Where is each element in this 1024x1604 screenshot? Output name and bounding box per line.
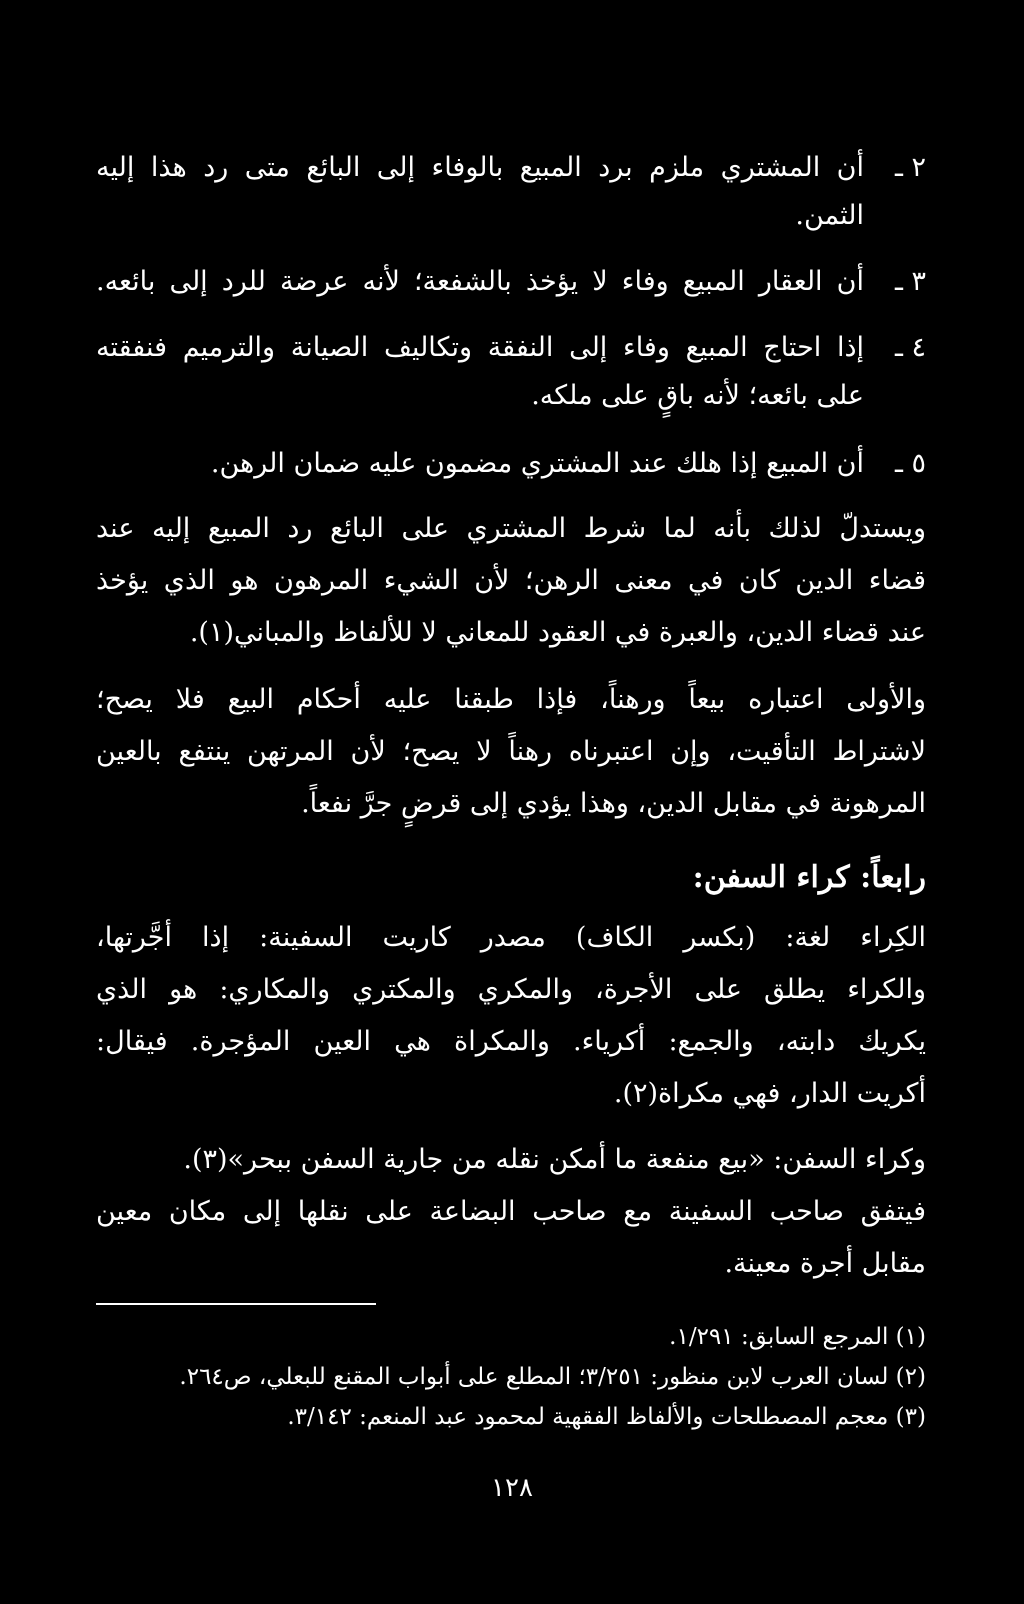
footnote: (٢) لسان العرب لابن منظور: ٣/٢٥١؛ المطلع على أبواب المقنع للبعلي، ص٢٦٤. [179, 1364, 926, 1390]
item-line: على بائعه؛ لأنه باقٍ على ملكه. [531, 380, 864, 411]
footnote: (٣) معجم المصطلحات والألفاظ الفقهية لمحمود عبد المنعم: ٣/١٤٢. [287, 1404, 926, 1430]
paragraph-line: والأولى اعتباره بيعاً ورهناً، فإذا طبقنا عليه أحكام البيع فلا يصح؛ [96, 684, 926, 715]
item-line: إذا احتاج المبيع وفاء إلى النفقة وتكاليف الصيانة والترميم فنفقته [96, 332, 864, 363]
paragraph-line: أكريت الدار، فهي مكراة(٢). [613, 1078, 926, 1109]
item-number: ٣ ـ [894, 266, 926, 297]
paragraph-line: قضاء الدين كان في معنى الرهن؛ لأن الشيء المرهون هو الذي يؤخذ [96, 565, 926, 596]
paragraph-line: والكراء يطلق على الأجرة، والمكري والمكتري والمكاري: هو الذي [96, 974, 926, 1005]
paragraph-line: فيتفق صاحب السفينة مع صاحب البضاعة على نقلها إلى مكان معين [96, 1196, 926, 1227]
item-number: ٥ ـ [894, 448, 926, 479]
item-line: أن المشتري ملزم برد المبيع بالوفاء إلى البائع متى رد هذا إليه [96, 152, 864, 183]
footnote-divider [96, 1303, 376, 1305]
section-heading: رابعاً: كراء السفن: [692, 860, 926, 895]
item-number: ٤ ـ [894, 332, 926, 363]
paragraph-line: ويستدلّ لذلك بأنه لما شرط المشتري على البائع رد المبيع إليه عند [96, 513, 926, 544]
paragraph-line: المرهونة في مقابل الدين، وهذا يؤدي إلى قرضٍ جرَّ نفعاً. [301, 788, 926, 819]
item-line: أن العقار المبيع وفاء لا يؤخذ بالشفعة؛ لأنه عرضة للرد إلى بائعه. [96, 266, 864, 297]
item-line: أن المبيع إذا هلك عند المشتري مضمون عليه ضمان الرهن. [210, 448, 864, 479]
paragraph-line: الكِراء لغة: (بكسر الكاف) مصدر كاريت السفينة: إذا أجَّرتها، [96, 922, 926, 953]
paragraph-line: مقابل أجرة معينة. [724, 1248, 926, 1279]
paragraph-line: وكراء السفن: «بيع منفعة ما أمكن نقله من جارية السفن ببحر»(٣). [183, 1144, 926, 1175]
footnote: (١) المرجع السابق: ١/٢٩١. [669, 1324, 926, 1350]
paragraph-line: يكريك دابته، والجمع: أكرياء. والمكراة هي العين المؤجرة. فيقال: [96, 1026, 926, 1057]
page-number: ١٢٨ [491, 1473, 533, 1503]
item-line: الثمن. [795, 200, 864, 231]
item-number: ٢ ـ [894, 152, 926, 183]
paragraph-line: لاشتراط التأقيت، وإن اعتبرناه رهناً لا يصح؛ لأن المرتهن ينتفع بالعين [96, 736, 926, 767]
paragraph-line: عند قضاء الدين، والعبرة في العقود للمعاني لا للألفاظ والمباني(١). [189, 617, 926, 648]
